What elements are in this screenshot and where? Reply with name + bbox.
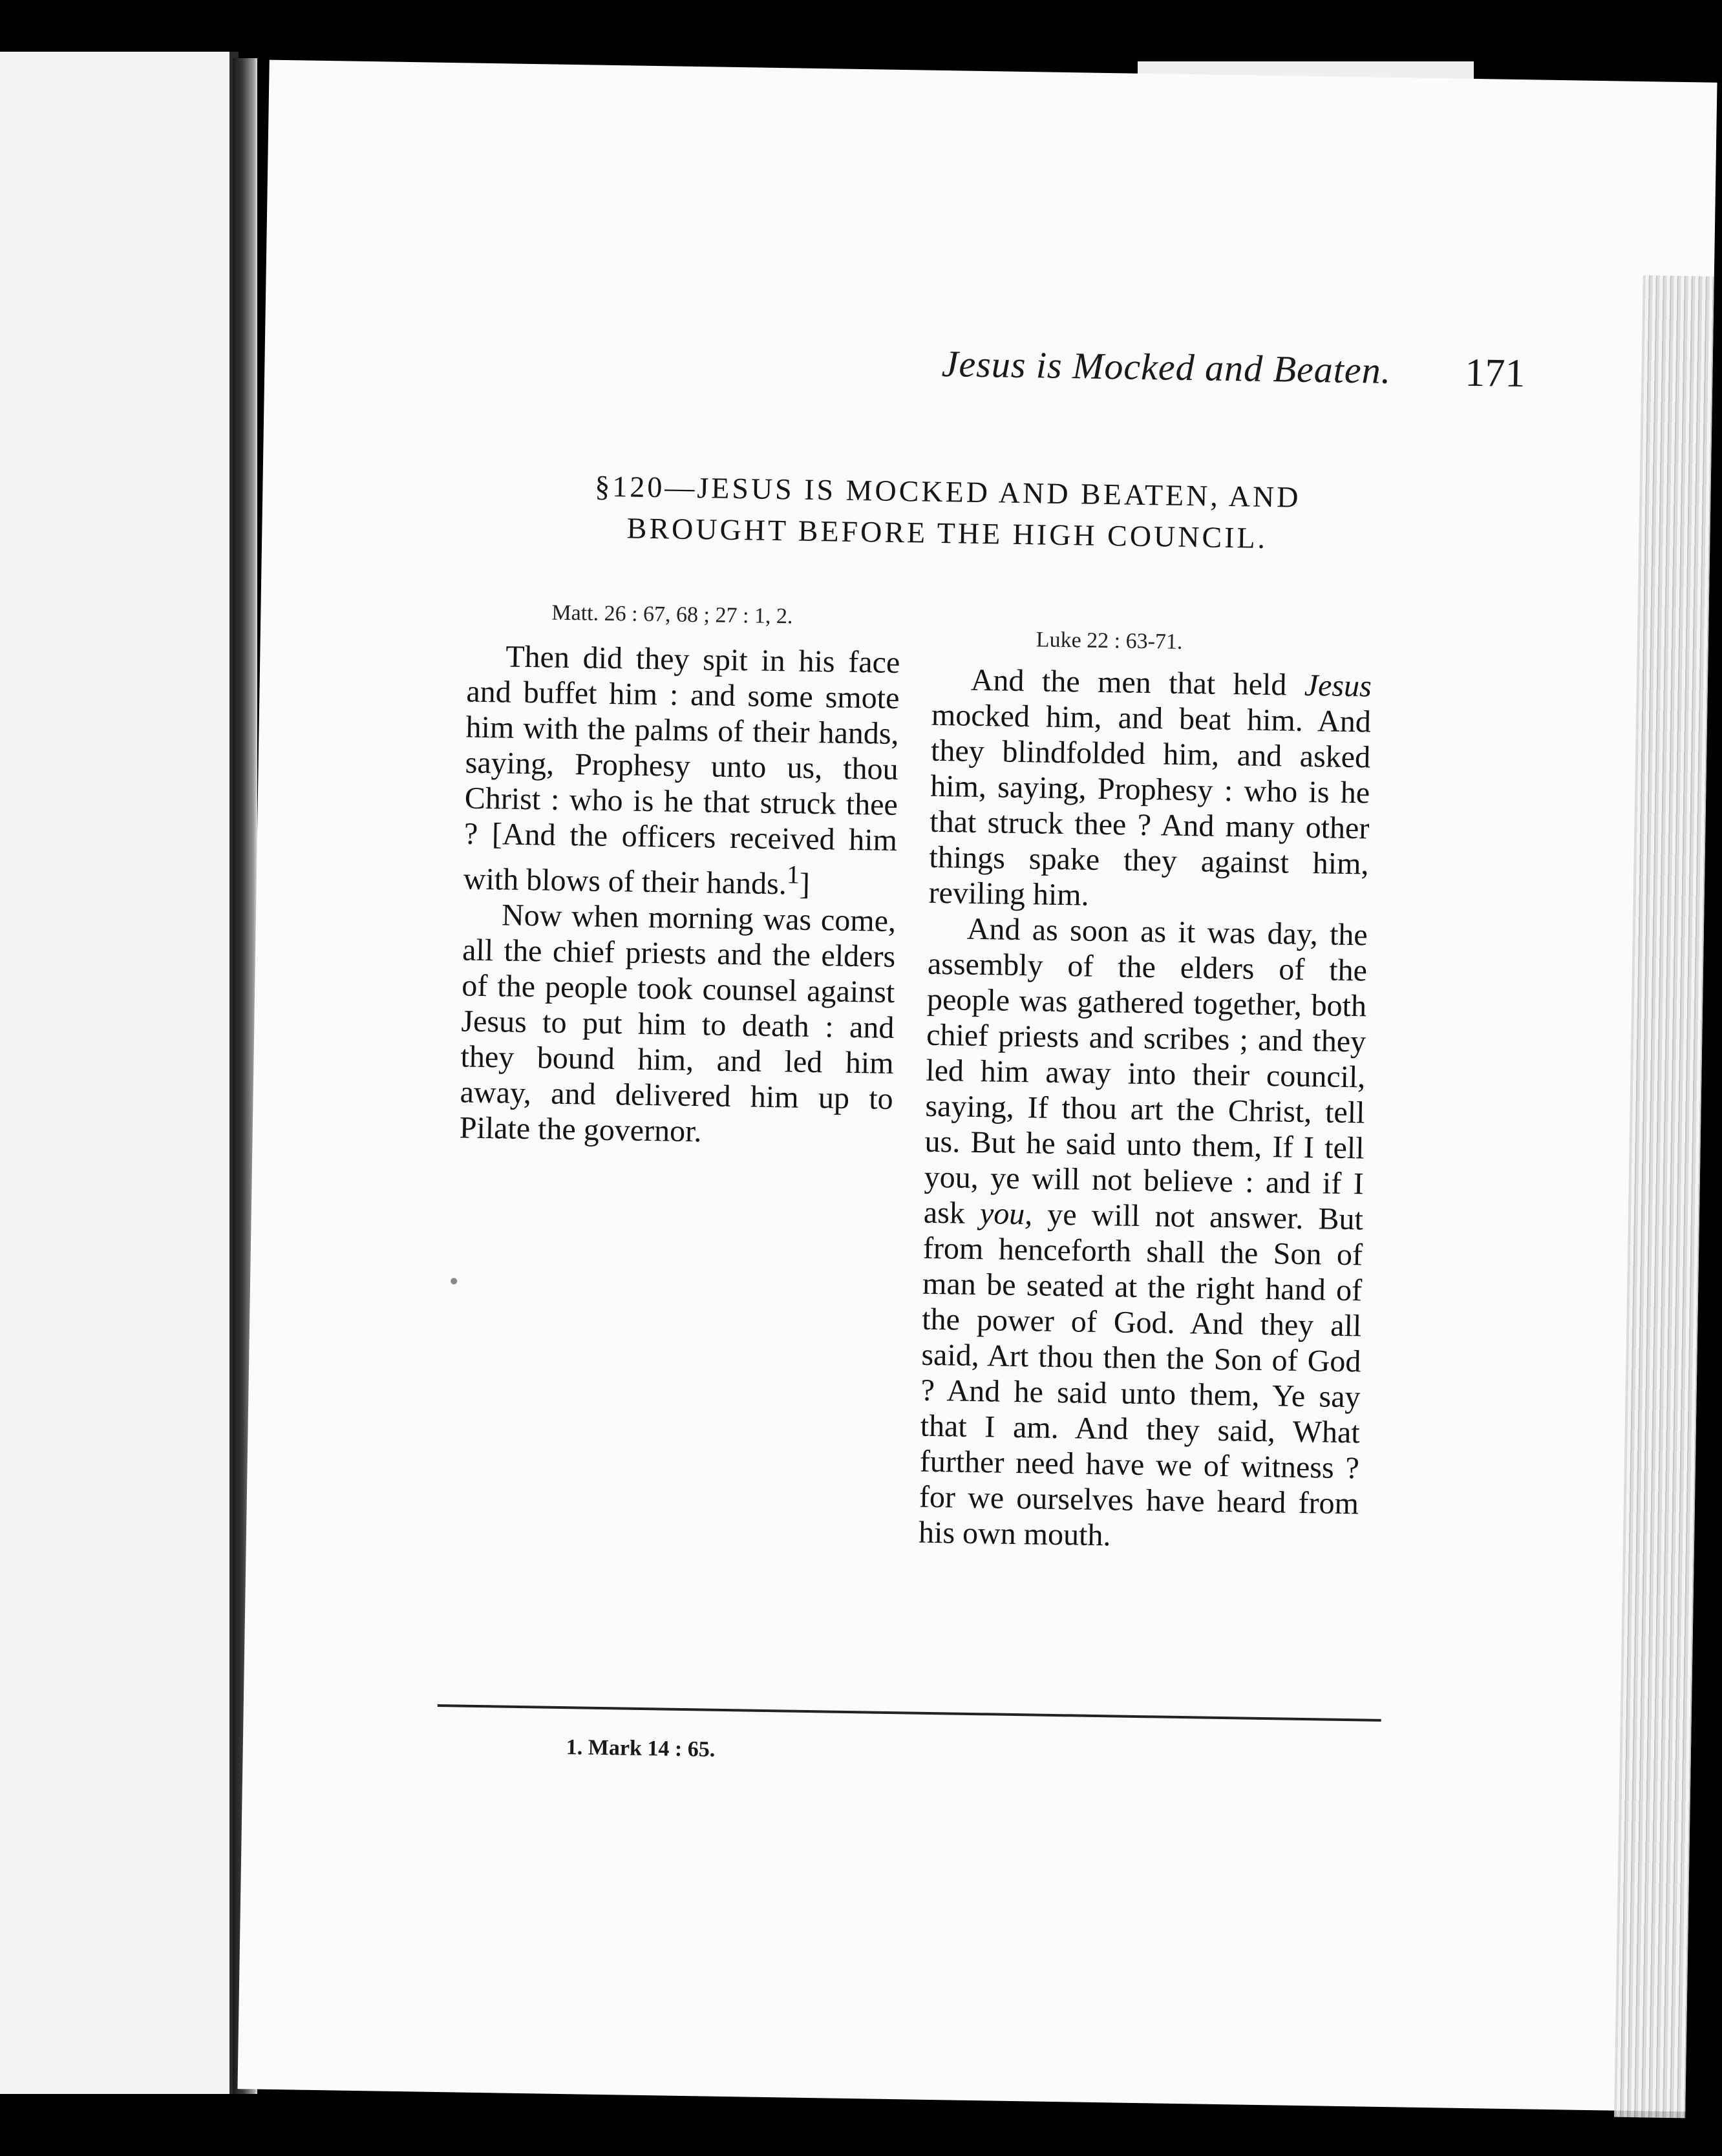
right-paragraph-2	[919, 911, 1368, 1558]
left-column-reference: Matt. 26 : 67, 68 ; 27 : 1, 2.	[551, 600, 793, 629]
right-paragraph-1	[928, 662, 1372, 918]
book-page	[237, 60, 1717, 2112]
footnote-rule	[438, 1704, 1381, 1722]
right-paragraph-2-italic: you,	[979, 1196, 1033, 1232]
right-paragraph-1-end: mocked him, and beat him. And they blindfolded him, and asked him, saying, Prophesy : who is he that struck thee ? And many other things spake they against him, reviling him.	[928, 697, 1372, 913]
previous-page-edge	[0, 52, 239, 2094]
scan-speck	[451, 1278, 457, 1284]
page-number: 171	[1464, 350, 1525, 396]
footnote-marker: 1	[786, 860, 800, 889]
right-paragraph-2-start: And as soon as it was day, the assembly of the elders of the people was gathered together, both chief priests and scribes ; and they led him away into their council, saying, If thou art the Christ, tell us. But he said unto them, If I tell you, ye will not believe : and if I ask	[923, 911, 1368, 1231]
page-stack-edge	[1614, 275, 1714, 2118]
right-paragraph-1-start: And the men that held	[970, 662, 1305, 703]
section-title	[533, 465, 1362, 560]
left-paragraph-1-text: Then did they spit in his face and buffet him : and some smote him with the palms of their hands, saying, Prophesy unto us, thou Christ : who is he that struck thee ? [And the officers received him with blows of their hands.	[463, 639, 900, 902]
left-paragraph-1-close: ]	[799, 867, 811, 902]
footnote: 1. Mark 14 : 65.	[566, 1735, 716, 1762]
right-paragraph-2-end: ye will not answer. But from henceforth shall the Son of man be seated at the right hand of the power of God. And they all said, Art thou then the Son of God ? And he said unto them, Ye say that I am. And they said, What further need have we of witness ? for we ourselves have heard from his own mouth.	[918, 1197, 1364, 1553]
section-title-line-1: §120—JESUS IS MOCKED AND BEATEN, AND	[594, 469, 1301, 514]
left-column	[459, 639, 900, 1152]
right-column-reference: Luke 22 : 63-71.	[1036, 628, 1183, 654]
running-head: Jesus is Mocked and Beaten.	[941, 342, 1392, 392]
section-title-line-2: BROUGHT BEFORE THE HIGH COUNCIL.	[626, 511, 1268, 555]
left-paragraph-2: Now when morning was come, all the chief priests and the elders of the people took counsel against Jesus to put him to death : and they bound him, and led him away, and delivered him up to Pilate the governor.	[459, 898, 897, 1149]
right-column	[919, 662, 1372, 1558]
left-paragraph-1	[463, 639, 900, 904]
right-paragraph-1-italic: Jesus	[1304, 668, 1372, 704]
